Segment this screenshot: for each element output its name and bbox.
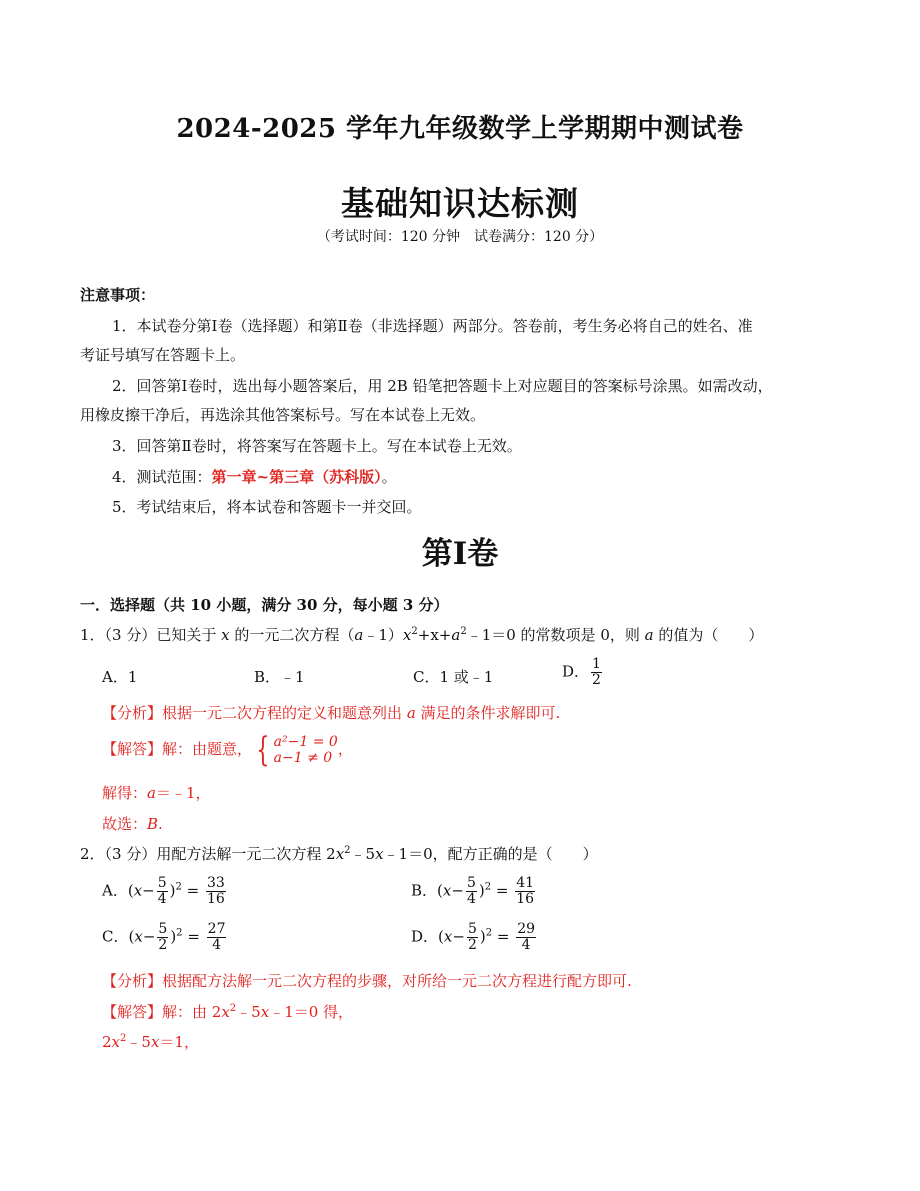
section-heading: 一．选择题（共 10 小题，满分 30 分，每小题 3 分） [80,596,449,614]
q2-analysis [102,970,632,992]
denominator: 16 [207,891,225,907]
analysis-tag: 【分析】 [102,972,163,990]
denominator: 4 [157,891,167,907]
answer-text: ﹣1＝0 得， [269,1003,354,1021]
numerator: 29 [517,921,536,937]
notice-item-2-line-1: 2．回答第Ⅰ卷时，选出每小题答案后，用 2B 铅笔把答题卡上对应题目的答案标号涂黑。如需改动， [112,377,773,395]
q1-option-a [102,666,137,688]
stem-text: ﹣1＝0，配方正确的是（ ） [383,845,598,863]
question-1-stem [80,624,763,646]
answer-text: 解：由题意， [162,740,253,758]
fraction [516,922,536,953]
step-text: ﹣5 [126,1033,151,1051]
q2-answer [102,1001,353,1023]
analysis-text: 满足的条件求解即可. [420,704,561,722]
stem-text: 已知关于 [156,626,217,644]
option-value: 1 或﹣1 [439,668,494,686]
q2-option-a: A．(x− $\frac{5}{4}$ )$^2$ = $\frac{33}{16}$ [102,875,225,907]
var-a: a [354,626,364,644]
var-x: x [150,1033,160,1051]
q1-choice [102,813,163,835]
var-x: x [442,881,452,900]
var-a: a [644,626,654,644]
answer-text: ， [337,740,353,758]
exponent: 2 [344,845,351,856]
q1-option-b [254,666,305,688]
notice-item-2-line-2: 用橡皮擦干净后，再选涂其他答案标号。写在本试卷上无效。 [80,406,486,424]
exponent: 2 [485,927,493,939]
answer-text: ﹣5 [236,1003,261,1021]
q1-solve [102,782,211,804]
q2-option-d: D．(x− $\frac{5}{2}$ )$^2$ = $\frac{29}{4}$ [411,921,536,953]
fraction [467,922,478,953]
paper-subtitle: 基础知识达标测 [341,184,579,223]
var-x: x [335,845,345,863]
step-text: 2 [102,1033,112,1051]
equation-system [252,730,338,770]
numerator: 41 [516,875,535,891]
var-x: x [402,626,412,644]
analysis-tag: 【分析】 [102,704,163,722]
numerator: 5 [467,921,477,937]
answer-tag: 【解答】 [102,740,163,758]
option-label: C． [413,668,440,686]
var-x: x [111,1033,121,1051]
fraction [466,876,477,907]
analysis-text: 根据配方法解一元二次方程的步骤，对所给一元二次方程进行配方即可. [162,972,632,990]
notice-item-1-line-1: 1．本试卷分第Ⅰ卷（选择题）和第Ⅱ卷（非选择题）两部分。答卷前，考生务必将自己的姓名、准 [112,317,753,335]
solve-text: ＝﹣1， [155,784,211,802]
numerator: 5 [158,921,168,937]
denominator: 2 [158,937,168,953]
option-label: A． [102,881,128,900]
stem-text: 的一元二次方程（ [234,626,355,644]
volume-title: 第Ⅰ卷 [421,536,499,572]
option-label: B． [411,881,438,900]
var-x: x [260,1003,270,1021]
solve-text: 解得： [102,784,148,802]
fraction [157,876,168,907]
q1-analysis [102,702,560,724]
test-range: 第一章~第三章（苏科版） [211,468,382,486]
q1-option-c [413,666,493,688]
fraction [206,876,226,907]
question-number: 1． [80,626,105,644]
numerator: 27 [207,921,226,937]
exponent: 2 [460,626,467,637]
stem-text: +x+ [417,626,452,644]
analysis-text: 根据一元二次方程的定义和题意列出 [162,704,403,722]
chosen-answer: B [147,815,159,833]
var-x: x [134,927,143,946]
option-value: 1 [127,668,138,686]
denominator: 4 [521,937,531,953]
stem-text: 用配方法解一元二次方程 2 [156,845,336,863]
answer-tag: 【解答】 [102,1003,163,1021]
var-x: x [133,881,143,900]
option-label: B． [254,668,281,686]
notice-item-5: 5．考试结束后，将本试卷和答题卡一并交回。 [112,498,422,516]
option-value: ﹣1 [280,668,305,686]
notice-item-4-suffix: 。 [381,468,397,486]
stem-text: 的值为（ ） [658,626,764,644]
question-score: （3 分） [104,626,157,644]
fraction [591,657,602,688]
numerator: 33 [207,875,225,891]
denominator: 16 [516,891,535,907]
q2-step [102,1031,199,1053]
notice-item-4 [112,466,397,488]
q1-option-d [562,657,604,688]
exponent: 2 [175,881,182,893]
q1-answer [102,730,353,770]
fraction [157,922,168,953]
paper-title: 2024-2025 学年九年级数学上学期期中测试卷 [176,114,744,144]
notice-heading: 注意事项： [80,286,156,304]
system-line-2: a−1 ≠ 0 [273,750,333,766]
numerator: 5 [157,875,167,891]
denominator: 2 [467,937,477,953]
stem-text: ﹣1＝0 的常数项是 0，则 [466,626,640,644]
question-score: （3 分） [104,845,157,863]
answer-text: 解：由 2 [162,1003,222,1021]
var-a: a [451,626,461,644]
var-x: x [375,845,384,863]
option-label: D． [562,662,590,681]
q2-option-b: B．(x− $\frac{5}{4}$ )$^2$ = $\frac{41}{16}$ [411,875,535,907]
choice-text: 故选： [102,815,148,833]
fraction [515,876,535,907]
stem-text: ﹣1） [363,626,403,644]
system-line-1: a²−1 = 0 [273,734,338,750]
denominator: 4 [212,937,222,953]
step-text: ＝1， [159,1033,199,1051]
numerator: 5 [466,875,476,891]
notice-item-3: 3．回答第Ⅱ卷时，将答案写在答题卡上。写在本试卷上无效。 [112,437,522,455]
option-label: A． [102,668,128,686]
brace-icon: { [256,730,270,770]
exponent: 2 [484,881,492,893]
notice-item-4-prefix: 4．测试范围： [112,468,212,486]
var-x: x [221,1003,230,1021]
question-2-stem [80,843,598,865]
denominator: 4 [466,891,476,907]
exponent: 2 [120,1033,127,1044]
stem-text: ﹣5 [350,845,376,863]
q2-option-c: C．(x− $\frac{5}{2}$ )$^2$ = $\frac{27}{4}$ [102,921,226,953]
exponent: 2 [229,1003,237,1014]
var-a: a [406,704,416,722]
choice-text: . [158,815,163,833]
exponent: 2 [176,927,183,939]
option-label: C． [102,927,129,946]
denominator: 2 [592,672,601,688]
option-label: D． [411,927,439,946]
exam-info: （考试时间：120 分钟 试卷满分：120 分） [316,229,604,245]
fraction [207,922,227,953]
var-x: x [221,626,230,644]
var-x: x [443,927,453,946]
question-number: 2． [80,845,105,863]
exponent: 2 [411,626,418,637]
numerator: 1 [592,656,601,672]
var-a: a [147,784,156,802]
notice-item-1-line-2: 考证号填写在答题卡上。 [80,346,246,364]
